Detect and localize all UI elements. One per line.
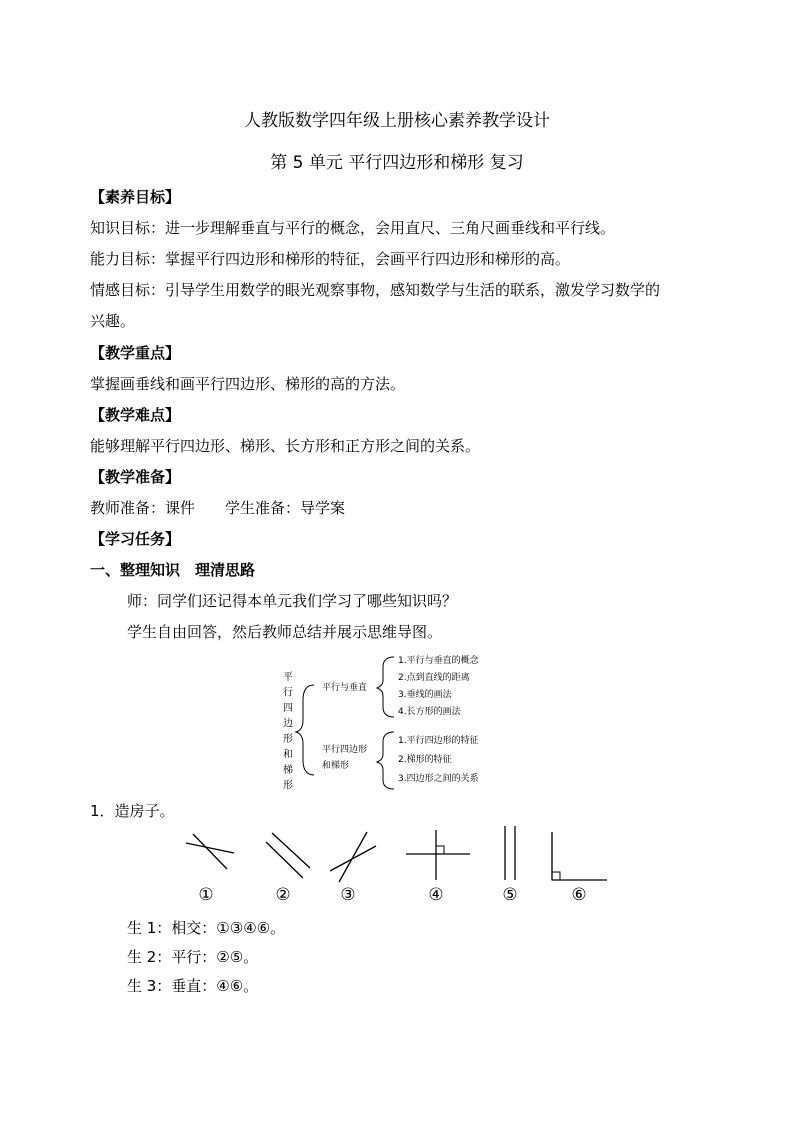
figure-4 [406, 830, 470, 905]
figure-label: ② [275, 885, 291, 905]
branch1-item: 4.长方形的画法 [398, 707, 461, 717]
goal-emotion-line2: 兴趣。 [90, 312, 136, 330]
root-brace [296, 685, 314, 775]
branch1-item: 1.平行与垂直的概念 [398, 656, 479, 666]
goal-knowledge: 知识目标：进一步理解垂直与平行的概念，会用直尺、三角尺画垂线和平行线。 [90, 219, 616, 237]
document-subtitle: 第 5 单元 平行四边形和梯形 复习 [270, 153, 524, 173]
branch1-item: 2.点到直线的距离 [398, 673, 470, 683]
answer-student2: 生 2：平行：②⑤。 [127, 948, 259, 966]
exercise1-heading: 1．造房子。 [90, 802, 175, 820]
figure-label: ⑥ [571, 885, 587, 905]
branch2-label: 平行四边形 [322, 745, 368, 755]
document-title: 人教版数学四年级上册核心素养教学设计 [244, 111, 550, 131]
branch1-brace [377, 657, 394, 717]
branch2-label: 和梯形 [322, 761, 350, 771]
branch2-brace [377, 732, 394, 789]
mind-map [270, 650, 500, 795]
difficulty-text: 能够理解平行四边形、梯形、长方形和正方形之间的关系。 [90, 437, 481, 455]
branch2-item: 2.梯形的特征 [398, 755, 452, 765]
section-preparation: 【教学准备】 [90, 468, 181, 486]
section-difficulties: 【教学难点】 [90, 406, 181, 424]
branch2-item: 3.四边形之间的关系 [398, 774, 479, 784]
root-char: 四 [283, 703, 293, 714]
root-char: 梯 [283, 765, 293, 776]
root-char: 形 [283, 780, 293, 792]
answer-student1: 生 1：相交：①③④⑥。 [127, 919, 286, 937]
key-point-text: 掌握画垂线和画平行四边形、梯形的高的方法。 [90, 375, 406, 393]
figure-1 [186, 834, 234, 905]
root-char: 行 [283, 687, 293, 699]
section-key-points: 【教学重点】 [90, 344, 181, 362]
figure-6 [552, 832, 607, 905]
root-char: 和 [283, 749, 293, 761]
section-goals: 【素养目标】 [90, 188, 181, 206]
student-response: 学生自由回答，然后教师总结并展示思维导图。 [127, 623, 443, 641]
branch2-item: 1.平行四边形的特征 [398, 736, 479, 746]
figure-5 [502, 826, 517, 905]
teacher-question: 师：同学们还记得本单元我们学习了哪些知识吗？ [127, 592, 458, 610]
goal-ability: 能力目标：掌握平行四边形和梯形的特征，会画平行四边形和梯形的高。 [90, 250, 571, 268]
root-char: 平 [283, 672, 293, 683]
goal-emotion-line1: 情感目标：引导学生用数学的眼光观察事物，感知数学与生活的联系，激发学习数学的 [90, 281, 661, 299]
line-figures [0, 820, 794, 910]
answer-student3: 生 3：垂直：④⑥。 [127, 977, 259, 995]
figure-3 [330, 832, 376, 905]
section-tasks: 【学习任务】 [90, 530, 181, 548]
preparation-text: 教师准备：课件 学生准备：导学案 [90, 499, 346, 517]
root-char: 边 [283, 718, 293, 730]
figure-label: ③ [340, 885, 356, 905]
mind-map-root [283, 671, 293, 792]
figure-label: ④ [428, 885, 444, 905]
task1-heading: 一、整理知识 理清思路 [90, 561, 256, 579]
root-char: 形 [283, 734, 293, 745]
figure-label: ⑤ [502, 885, 518, 905]
branch1-item: 3.垂线的画法 [398, 690, 452, 700]
branch1-label: 平行与垂直 [322, 683, 368, 693]
figure-label: ① [198, 885, 214, 905]
figure-2 [266, 833, 310, 905]
